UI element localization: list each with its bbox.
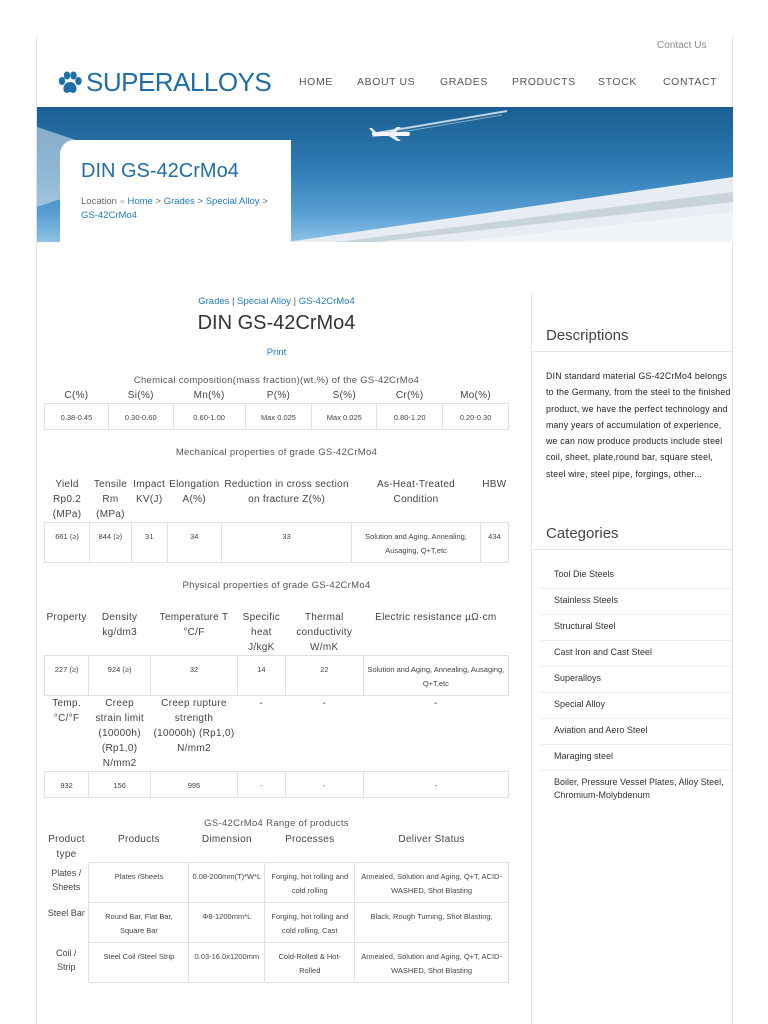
phys-table — [44, 610, 509, 798]
range-cell: Annealed, Solution and Aging, Q+T, ACID-WASHED, Shot Blasting — [355, 862, 509, 902]
chem-header: Mn(%) — [193, 390, 225, 401]
nav-stock[interactable]: STOCK — [598, 76, 637, 88]
breadcrumb-special-alloy[interactable]: Special Alloy — [205, 196, 260, 207]
range-cell: Black, Rough Turning, Shot Blasting, — [355, 902, 509, 942]
category-maraging-steel[interactable]: Maraging steel — [540, 745, 734, 771]
descriptions-heading: Descriptions — [546, 327, 629, 344]
chem-cell: Max 0.025 — [245, 404, 312, 430]
chem-header: P(%) — [266, 390, 291, 401]
range-table — [44, 832, 509, 983]
contact-us-link[interactable]: Contact Us — [657, 40, 707, 51]
category-structural-steel[interactable]: Structural Steel — [540, 615, 734, 641]
range-cell: 0.03-16.0x1200mm — [189, 942, 265, 982]
range-cell: 0.08-200mm(T)*W*L — [189, 862, 265, 902]
phys-cell: 227 (≥) — [45, 656, 89, 696]
range-cell: Forging, hot rolling and cold rolling — [265, 862, 355, 902]
chem-header: S(%) — [332, 390, 356, 401]
chem-table-title: Chemical composition(mass fraction)(wt.%) of the GS-42CrMo4 — [133, 375, 420, 386]
range-header: Dimension — [201, 834, 252, 845]
mech-header: As-Heat-Treated Condition — [377, 479, 456, 505]
category-list — [540, 563, 734, 809]
page-title-card — [60, 140, 291, 242]
range-cell: Round Bar, Flat Bar, Square Bar — [89, 902, 189, 942]
category-stainless-steels[interactable]: Stainless Steels — [540, 589, 734, 615]
category-special-alloy[interactable]: Special Alloy — [540, 693, 734, 719]
site-logo[interactable] — [57, 67, 271, 98]
chem-table — [44, 388, 509, 430]
range-type: Coil / Strip — [55, 948, 77, 972]
phys-cell: - — [237, 772, 285, 798]
description-text: DIN standard material GS-42CrMo4 belongs to the Germany, from the steel to the finished product, we have the perfect technology and many years of accumulation of experience, we can now produce products include steel coil, sheet, plate,round bar, square steel, steel wire, steel pipe, forgings, other... — [546, 371, 731, 479]
table-row — [44, 942, 509, 982]
chem-header: Cr(%) — [395, 390, 424, 401]
range-cell: Cold-Rolled & Hot-Rolled — [265, 942, 355, 982]
breadcrumb-sep: » — [119, 196, 125, 207]
range-cell: Forging, hot rolling and cold rolling, Cast — [265, 902, 355, 942]
subcrumb-sep: | — [293, 296, 297, 307]
phys-header: Thermal conductivity W/mK — [296, 612, 353, 653]
range-cell: Steel Coil /Steel Strip — [89, 942, 189, 982]
category-tool-die-steels[interactable]: Tool Die Steels — [540, 563, 734, 589]
range-header: Product type — [48, 834, 85, 860]
mech-cell: 434 — [480, 523, 508, 563]
phys-cell: - — [363, 772, 508, 798]
range-type: Steel Bar — [47, 908, 85, 918]
chem-header: Si(%) — [127, 390, 154, 401]
page-title: DIN GS-42CrMo4 — [81, 160, 239, 182]
mech-header: Elongation A(%) — [169, 479, 220, 505]
phys-cell: 22 — [285, 656, 363, 696]
phys-label: Temp. °C/°F — [52, 698, 81, 724]
phys-cell: 932 — [45, 772, 89, 798]
breadcrumb-grades[interactable]: Grades — [163, 196, 195, 207]
mech-cell: 31 — [131, 523, 167, 563]
breadcrumb-current[interactable]: GS-42CrMo4 — [81, 210, 137, 221]
mech-header: Impact KV(J) — [133, 479, 166, 505]
phys-label: - — [434, 698, 438, 709]
mech-header: Reduction in cross section on fracture Z(%) — [224, 479, 349, 505]
categories-heading: Categories — [546, 525, 619, 542]
mech-table — [44, 477, 509, 563]
breadcrumb — [81, 195, 281, 223]
mech-header: Yield Rp0.2 (MPa) — [52, 479, 82, 520]
chem-cell: 0.30-0.60 — [108, 404, 173, 430]
category-aviation-aero-steel[interactable]: Aviation and Aero Steel — [540, 719, 734, 745]
print-link[interactable]: Print — [266, 347, 287, 358]
mech-cell: 661 (≥) — [45, 523, 90, 563]
phys-header: Electric resistance µΩ·cm — [375, 612, 497, 623]
paw-icon — [57, 71, 83, 95]
breadcrumb-arrow: > — [197, 196, 204, 207]
sidebar — [531, 293, 733, 1024]
phys-cell: 924 (≥) — [89, 656, 151, 696]
breadcrumb-home[interactable]: Home — [127, 196, 153, 207]
range-cell: Plates /Sheets — [89, 862, 189, 902]
breadcrumb-arrow: > — [262, 196, 268, 207]
phys-cell: - — [285, 772, 363, 798]
breadcrumb-arrow: > — [155, 196, 162, 207]
chem-cell: 0.60-1.00 — [173, 404, 245, 430]
subcrumb-grades[interactable]: Grades — [198, 296, 230, 307]
phys-label: - — [259, 698, 264, 709]
mech-cell: 33 — [221, 523, 351, 563]
category-cast-iron[interactable]: Cast Iron and Cast Steel — [540, 641, 734, 667]
range-cell: Φ8-1200mm*L — [189, 902, 265, 942]
range-type: Plates / Sheets — [51, 868, 82, 892]
range-header: Processes — [285, 834, 335, 845]
range-header: Products — [117, 834, 160, 845]
phys-header: Density kg/dm3 — [101, 612, 138, 638]
range-header: Deliver Status — [398, 834, 465, 845]
divider — [532, 351, 734, 352]
table-row — [44, 862, 509, 902]
nav-grades[interactable]: GRADES — [440, 76, 488, 88]
chem-header: C(%) — [64, 390, 89, 401]
mech-cell: 34 — [167, 523, 221, 563]
nav-contact[interactable]: CONTACT — [663, 76, 718, 88]
range-cell: Annealed, Solution and Aging, Q+T, ACID-WASHED, Shot Blasting — [355, 942, 509, 982]
subcrumb-sep: | — [232, 296, 235, 307]
phys-label: - — [322, 698, 327, 709]
main-content — [44, 290, 509, 975]
subcrumb-special-alloy[interactable]: Special Alloy — [237, 296, 292, 307]
phys-header: Property — [46, 612, 87, 623]
category-superalloys[interactable]: Superalloys — [540, 667, 734, 693]
phys-header: Specific heat J/kgK — [242, 612, 281, 653]
phys-header: Temperature T °C/F — [159, 612, 229, 638]
phys-cell: 156 — [89, 772, 151, 798]
category-boiler-pressure-vessel[interactable]: Boiler, Pressure Vessel Plates, Alloy Steel, Chromium-Molybdenum — [554, 777, 724, 800]
grade-title: DIN GS-42CrMo4 — [197, 312, 356, 334]
range-table-title: GS-42CrMo4 Range of products — [204, 818, 349, 829]
breadcrumb-label: Location — [81, 196, 117, 207]
phys-table-title: Physical properties of grade GS-42CrMo4 — [182, 580, 371, 591]
mech-header: HBW — [482, 479, 507, 490]
mech-cell: 844 (≥) — [90, 523, 132, 563]
phys-label: Creep rupture strength (10000h) (Rp1,0) N/mm2 — [153, 698, 235, 754]
chem-cell: Max 0.025 — [312, 404, 377, 430]
table-row — [44, 902, 509, 942]
nav-about-us[interactable]: ABOUT US — [357, 76, 416, 88]
subcrumb-current[interactable]: GS-42CrMo4 — [298, 296, 355, 307]
chem-header: Mo(%) — [460, 390, 492, 401]
chem-cell: 0.38-0.45 — [45, 404, 109, 430]
mech-table-title: Mechanical properties of grade GS-42CrMo4 — [175, 447, 378, 458]
sub-breadcrumb — [44, 296, 509, 307]
phys-cell: 32 — [151, 656, 238, 696]
nav-products[interactable]: PRODUCTS — [512, 76, 576, 88]
mech-header: Tensile Rm (MPa) — [93, 479, 128, 520]
phys-label: Creep strain limit (10000h) (Rp1,0) N/mm2 — [95, 698, 144, 769]
phys-cell: 14 — [237, 656, 285, 696]
nav-home[interactable]: HOME — [299, 76, 333, 88]
phys-cell: Solution and Aging, Annealing, Ausaging, Q+T,etc — [363, 656, 508, 696]
divider — [532, 549, 734, 550]
chem-cell: 0.20-0.30 — [443, 404, 509, 430]
phys-cell: 995 — [151, 772, 238, 798]
mech-cell: Solution and Aging, Annealing, Ausaging, Q+T,etc — [352, 523, 480, 563]
chem-cell: 0.80-1.20 — [377, 404, 443, 430]
logo-text: SUPERALLOYS — [86, 67, 272, 97]
